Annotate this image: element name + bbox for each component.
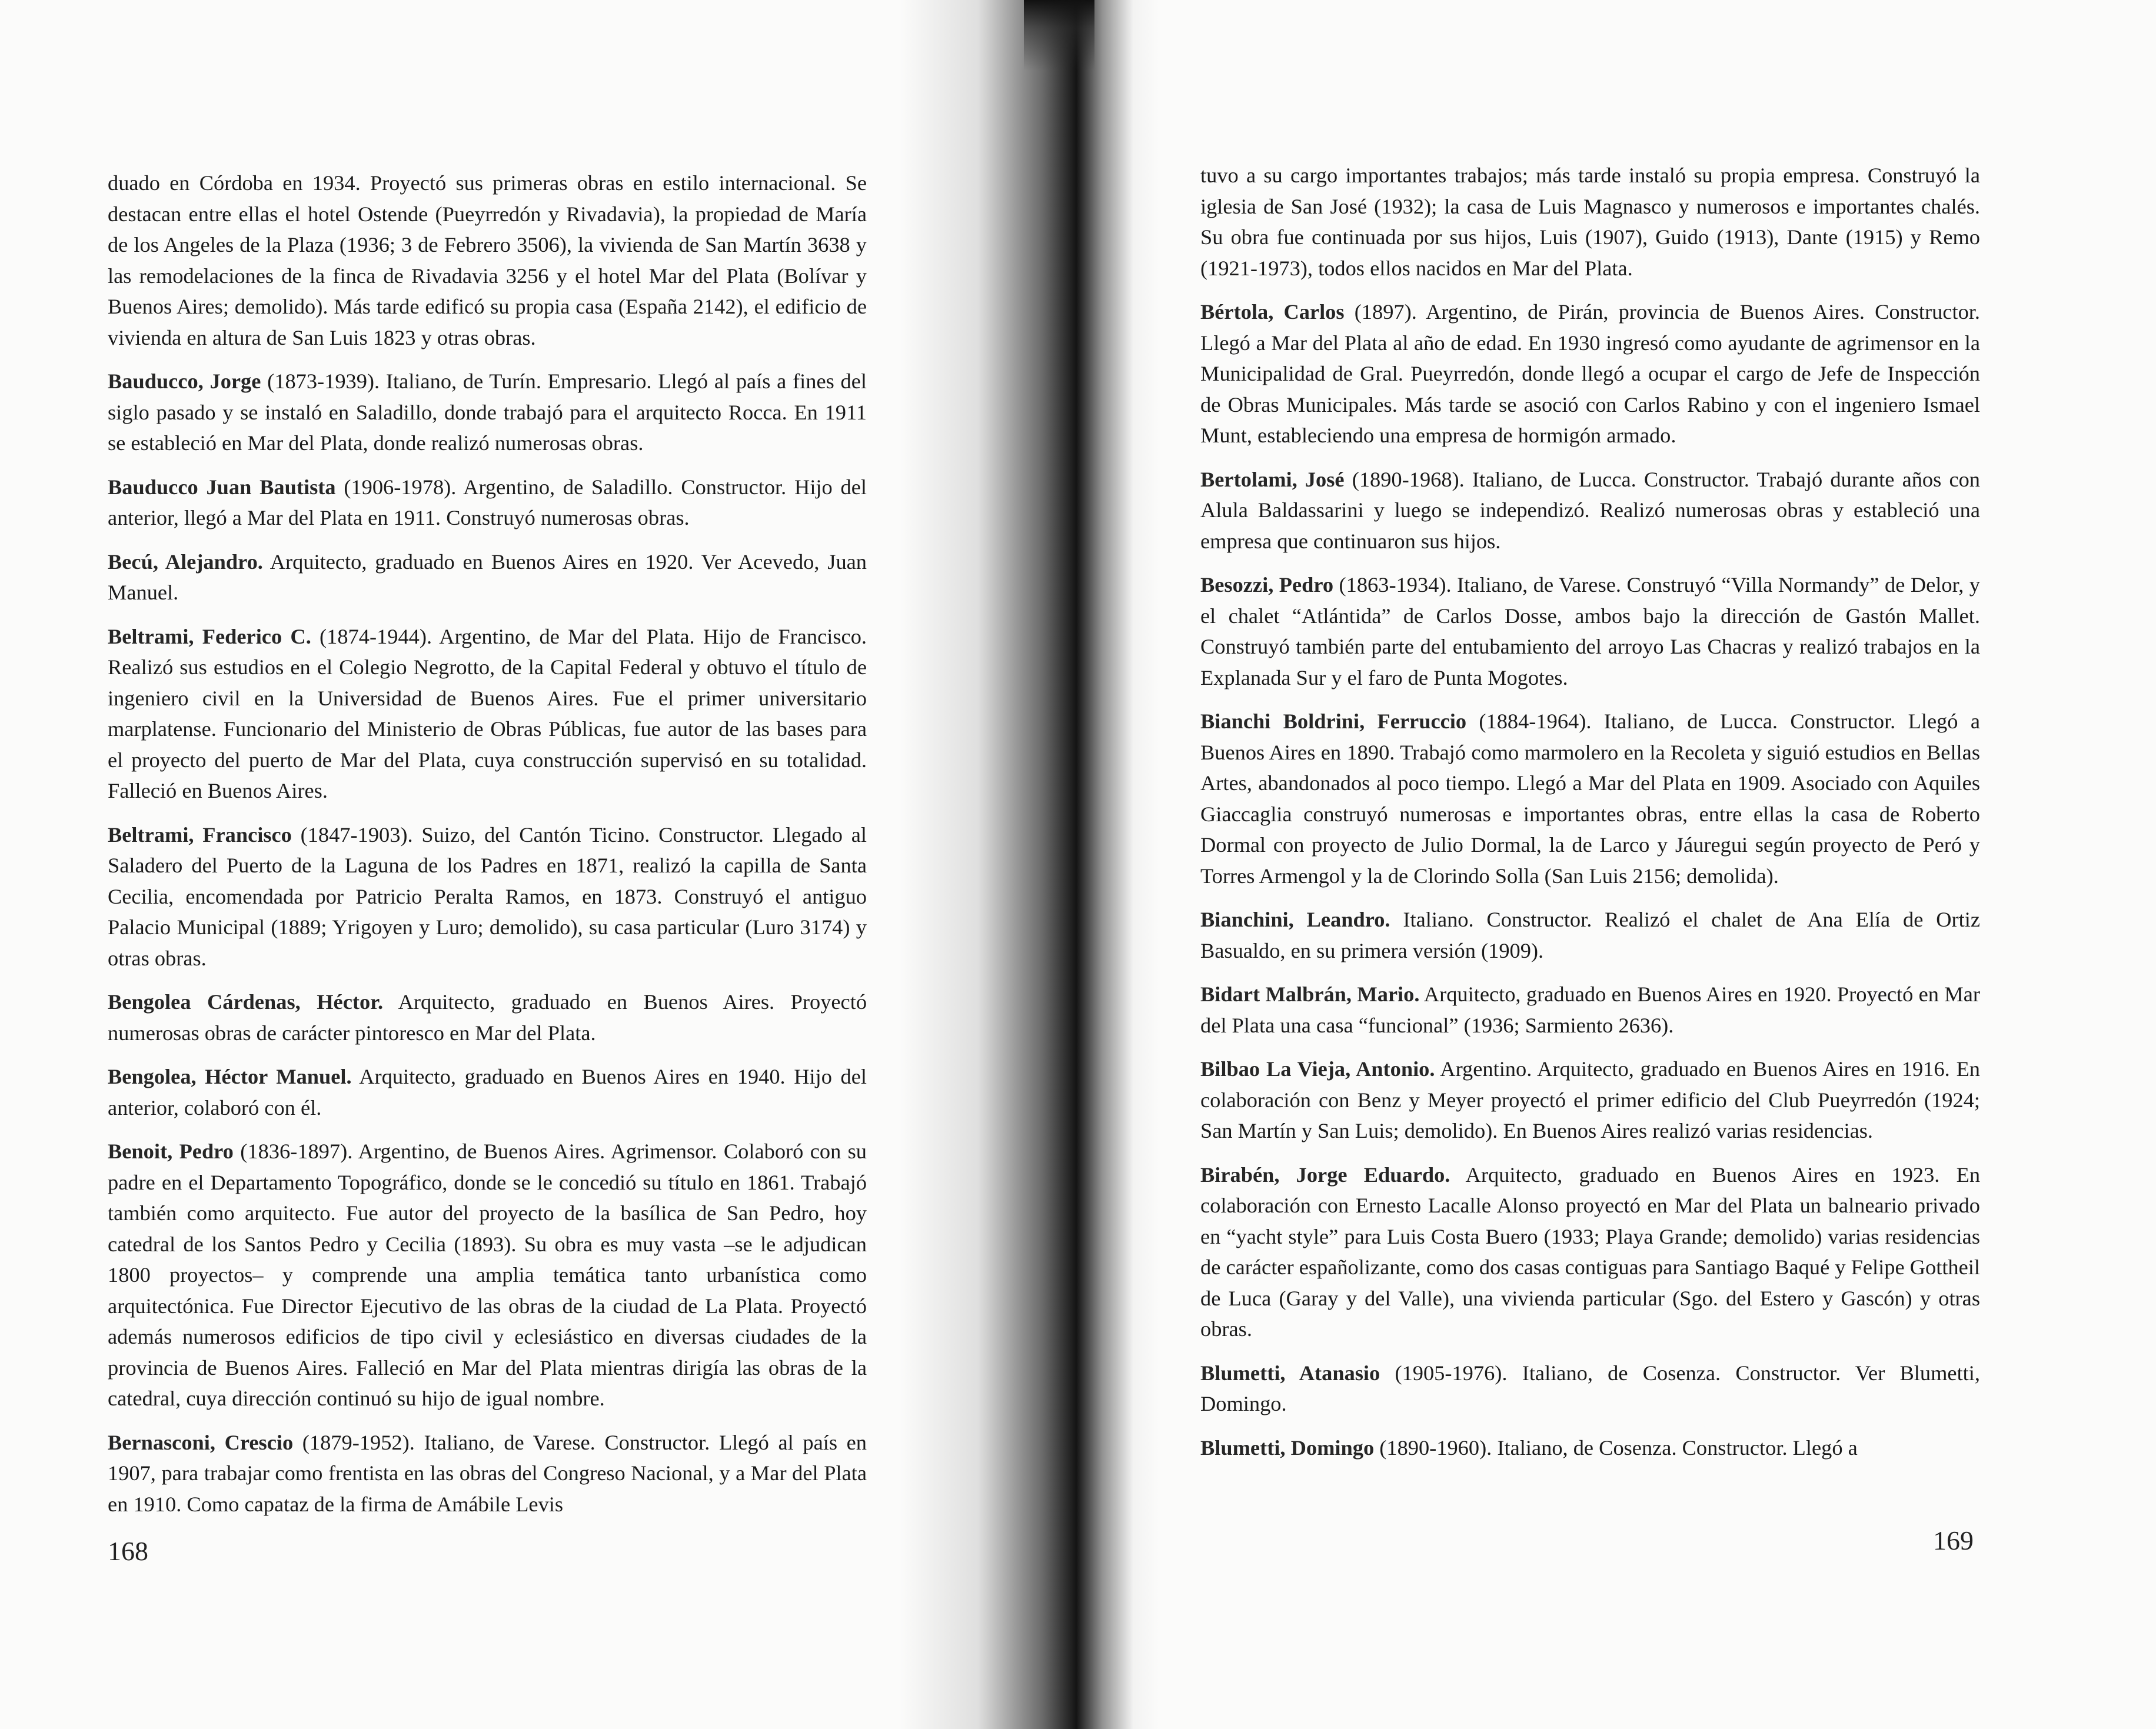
entry-continuation (108, 168, 867, 353)
entry-name: Bianchini, Leandro. (1200, 908, 1390, 931)
entry-name: Birabén, Jorge Eduardo. (1200, 1162, 1450, 1187)
entry-text: Argentino. Arquitecto, graduado en Buenos Aires en 1916. En colaboración con Benz y Meyer proyectó el primer edificio del Club Pueyrredón (1924; San Martín y San Luis; demolido). En Buenos Aires realizó varias residencias. (1200, 1057, 1980, 1142)
entry-name: Beltrami, Federico C. (108, 624, 311, 648)
entry-blumetti-atanasio (1200, 1358, 1980, 1420)
entry-bianchi-boldrini (1200, 706, 1980, 891)
entry-besozzi-pedro (1200, 569, 1980, 693)
entry-bertola-carlos (1200, 297, 1980, 451)
entry-name: Bertolami, José (1200, 467, 1345, 491)
entry-text: (1874-1944). Argentino, de Mar del Plata. Hijo de Francisco. Realizó sus estudios en el Colegio Negrotto, de la Capital Federal y obtuvo el título de ingeniero civil en la Universidad de Buenos Aires. Fue el primer universitario marplatense. Funcionario del Ministerio de Obras Públicas, fue autor de las bases para el proyecto del puerto de Mar del Plata, cuya construcción supervisó en su totalidad. Falleció en Buenos Aires. (108, 624, 867, 802)
entry-name: Bértola, Carlos (1200, 300, 1345, 324)
entry-name: Besozzi, Pedro (1200, 573, 1334, 597)
entry-name: Benoit, Pedro (108, 1140, 234, 1163)
entry-bengolea-cardenas (108, 987, 867, 1048)
entry-text: Arquitecto, graduado en Buenos Aires en 1920. Ver Acevedo, Juan Manuel. (108, 549, 867, 604)
entry-name: Bauducco Juan Bautista (108, 475, 336, 499)
entry-name: Bernasconi, Crescio (108, 1430, 294, 1454)
entry-beltrami-francisco (108, 819, 867, 974)
entry-text: (1873-1939). Italiano, de Turín. Empresario. Llegó al país a fines del siglo pasado y se instaló en Saladillo, donde trabajó para el arquitecto Rocca. En 1911 se estableció en Mar del Plata, donde realizó numerosas obras. (108, 369, 867, 455)
entry-text: (1879-1952). Italiano, de Varese. Constructor. Llegó al país en 1907, para trabajar como frentista en las obras del Congreso Nacional, y a Mar del Plata en 1910. Como capataz de la firma de Amábile Levis (108, 1430, 867, 1516)
entry-beltrami-federico (108, 621, 867, 807)
entry-bertolami-jose (1200, 464, 1980, 557)
entry-text: Arquitecto, graduado en Buenos Aires en 1923. En colaboración con Ernesto Lacalle Alonso proyectó en Mar del Plata un balneario privado en “yacht style” para Luis Costa Buero (1933; Playa Grande; demolido) varias residencias de carácter españolizante, como dos casas contiguas para Santiago Baqué y Felipe Gottheil de Luca (Garay y del Valle), una vivienda particular (Sgo. del Estero y Gascón) y otras obras. (1200, 1162, 1981, 1341)
entry-name: Bauducco, Jorge (108, 369, 261, 393)
entry-text: (1906-1978). Argentino, de Saladillo. Constructor. Hijo del anterior, llegó a Mar del Plata en 1911. Construyó numerosas obras. (108, 475, 867, 529)
entry-text: (1897). Argentino, de Pirán, provincia de Buenos Aires. Constructor. Llegó a Mar del Plata al año de edad. En 1930 ingresó como ayudante de agrimensor en la Municipalidad de Gral. Pueyrredón, donde llegó a ocupar el cargo de Jefe de Inspección de Obras Municipales. Más tarde se asoció con Carlos Rabino y con el ingeniero Ismael Munt, estableciendo una empresa de hormigón armado. (1200, 300, 1980, 447)
right-page-text (1200, 160, 1980, 1476)
entry-bilbao-la-vieja (1200, 1054, 1980, 1147)
page-number-right: 169 (1933, 1525, 1974, 1555)
entry-text: (1890-1960). Italiano, de Cosenza. Constructor. Llegó a (1374, 1435, 1858, 1460)
right-page (1071, 0, 2156, 1729)
entry-text: tuvo a su cargo importantes trabajos; más tarde instaló su propia empresa. Construyó la iglesia de San José (1932); la casa de Luis Magnasco y numerosos e importantes chalés. Su obra fue continuada por sus hijos, Luis (1907), Guido (1913), Dante (1915) y Remo (1921-1973), todos ellos nacidos en Mar del Plata. (1200, 164, 1980, 280)
left-page (0, 0, 1071, 1729)
entry-bernasconi-crescio (108, 1427, 867, 1520)
entry-becu-alejandro (108, 547, 867, 608)
entry-text: (1847-1903). Suizo, del Cantón Ticino. Constructor. Llegado al Saladero del Puerto de la Laguna de los Padres en 1871, realizó la capilla de Santa Cecilia, encomendada por Patricio Peralta Ramos, en 1873. Construyó el antiguo Palacio Municipal (1889; Yrigoyen y Luro; demolido), su casa particular (Luro 3174) y otras obras. (108, 822, 867, 970)
entry-name: Becú, Alejandro. (108, 549, 263, 574)
entry-text: (1884-1964). Italiano, de Lucca. Constructor. Llegó a Buenos Aires en 1890. Trabajó como marmolero en la Recoleta y siguió estudios en Bellas Artes, abandonados al poco tiempo. Llegó a Mar del Plata en 1909. Asociado con Aquiles Giaccaglia construyó numerosas e importantes obras, entre ellas la casa de Roberto Dormal con proyecto de Julio Dormal, la de Larco y Jáuregui según proyecto de Peró y Torres Armengol y la de Clorindo Solla (San Luis 2156; demolida). (1200, 709, 1980, 888)
entry-text: Arquitecto, graduado en Buenos Aires. Proyectó numerosas obras de carácter pintoresco en Mar del Plata. (108, 990, 867, 1045)
entry-bidart-malbran (1200, 979, 1980, 1041)
entry-bianchini-leandro (1200, 904, 1980, 966)
entry-bauducco-juan-bautista (108, 472, 867, 534)
entry-name: Bidart Malbrán, Mario. (1200, 982, 1420, 1006)
entry-biraben-jorge (1200, 1160, 1980, 1345)
entry-text: Arquitecto, graduado en Buenos Aires en 1920. Proyectó en Mar del Plata una casa “funcional” (1936; Sarmiento 2636). (1200, 982, 1980, 1037)
entry-text: (1863-1934). Italiano, de Varese. Construyó “Villa Normandy” de Delor, y el chalet “Atlántida” de Carlos Dosse, ambos bajo la dirección de Gastón Mallet. Construyó también parte del entubamiento del arroyo Las Chacras y realizó trabajos en la Explanada Sur y el faro de Punta Mogotes. (1200, 573, 1980, 689)
entry-text: Italiano. Constructor. Realizó el chalet de Ana Elía de Ortiz Basualdo, en su primera versión (1909). (1200, 908, 1980, 962)
entry-text: (1836-1897). Argentino, de Buenos Aires. Agrimensor. Colaboró con su padre en el Departamento Topográfico, donde se le concedió su título en 1861. Trabajó también como arquitecto. Fue autor del proyecto de la basílica de San Pedro, hoy catedral de los Santos Pedro y Cecilia (1893). Su obra es muy vasta –se le adjudican 1800 proyectos– y comprende una amplia temática tanto urbanística como arquitectónica. Fue Director Ejecutivo de las obras de la ciudad de La Plata. Proyectó además numerosos edificios de tipo civil y eclesiástico en diversas ciudades de la provincia de Buenos Aires. Falleció en Mar del Plata mientras dirigía las obras de la catedral, cuya dirección continuó su hijo de igual nombre. (108, 1140, 867, 1410)
entry-bengolea-hector-manuel (108, 1061, 867, 1123)
entry-text: (1905-1976). Italiano, de Cosenza. Constructor. Ver Blumetti, Domingo. (1200, 1361, 1981, 1415)
page-number-left: 168 (108, 1536, 148, 1566)
entry-name: Bianchi Boldrini, Ferruccio (1200, 709, 1467, 733)
entry-name: Blumetti, Domingo (1200, 1435, 1375, 1460)
entry-continuation (1200, 160, 1980, 284)
entry-name: Blumetti, Atanasio (1200, 1361, 1380, 1385)
entry-benoit-pedro (108, 1136, 867, 1414)
entry-name: Bengolea Cárdenas, Héctor. (108, 990, 384, 1014)
entry-name: Bengolea, Héctor Manuel. (108, 1065, 352, 1088)
entry-name: Bilbao La Vieja, Antonio. (1200, 1057, 1435, 1081)
entry-text: duado en Córdoba en 1934. Proyectó sus primeras obras en estilo internacional. Se destacan entre ellas el hotel Ostende (Pueyrredón y Rivadavia), la propiedad de María de los Angeles de la Plaza (1936; 3 de Febrero 3506), la vivienda de San Martín 3638 y las remodelaciones de la finca de Rivadavia 3256 y el hotel Mar del Plata (Bolívar y Buenos Aires; demolido). Más tarde edificó su propia casa (España 2142), el edificio de vivienda en altura de San Luis 1823 y otras obras. (108, 171, 867, 349)
entry-bauducco-jorge (108, 366, 867, 459)
entry-name: Beltrami, Francisco (108, 822, 292, 847)
entry-text: (1890-1968). Italiano, de Lucca. Constructor. Trabajó durante años con Alula Baldassarini y luego se independizó. Realizó numerosas obras y estableció una empresa que continuaron sus hijos. (1200, 467, 1980, 553)
entry-text: Arquitecto, graduado en Buenos Aires en 1940. Hijo del anterior, colaboró con él. (108, 1065, 867, 1120)
entry-blumetti-domingo (1200, 1432, 1980, 1464)
left-page-text (108, 168, 867, 1533)
